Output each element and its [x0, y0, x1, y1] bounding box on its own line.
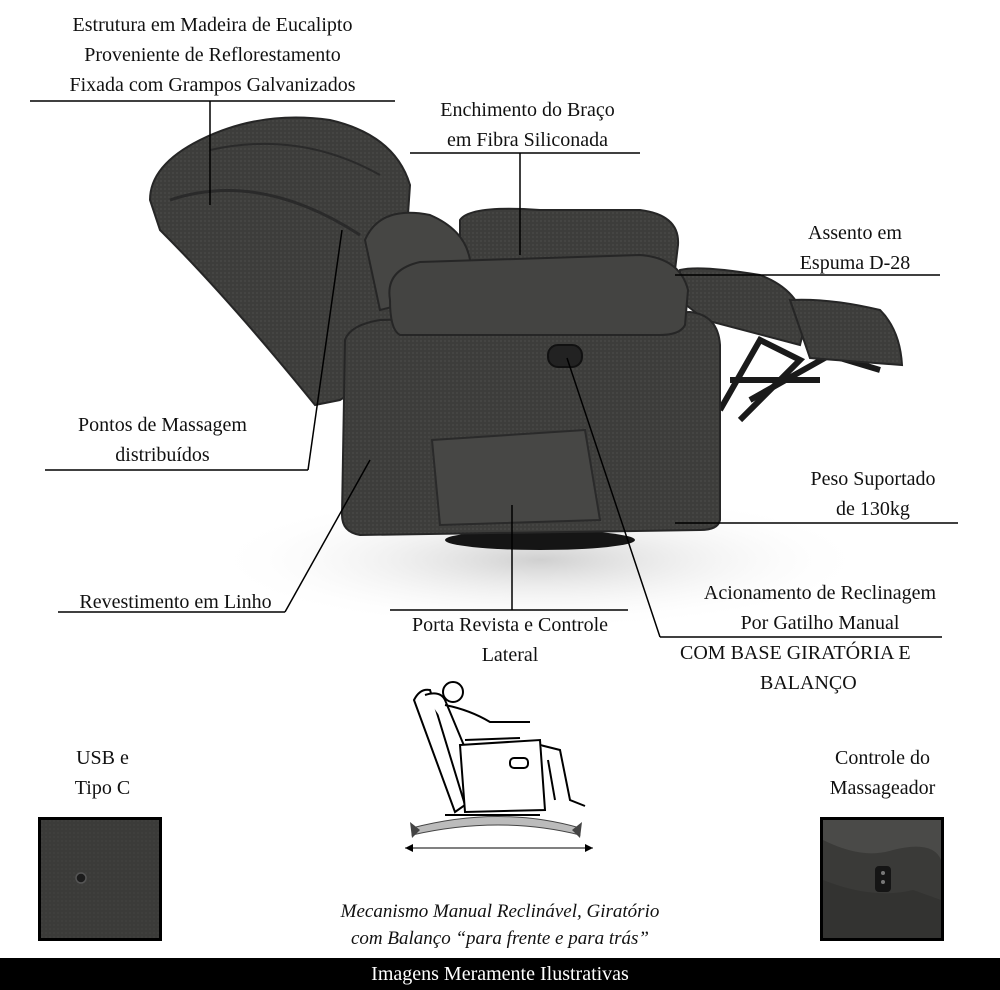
usb-port-thumbnail [38, 817, 162, 941]
rock-arrow-icon [410, 817, 582, 839]
label-mechanism: Mecanismo Manual Reclinável, Giratório com Balanço “para frente e para trás” [340, 901, 660, 949]
footer-banner: Imagens Meramente Ilustrativas [0, 958, 1000, 990]
magazine-pocket [432, 430, 600, 525]
label-recline: Acionamento de Reclinagem Por Gatilho Manual [703, 582, 937, 634]
label-base: COM BASE GIRATÓRIA E BALANÇO [680, 642, 911, 694]
label-arm-fill: Enchimento do Braço em Fibra Siliconada [440, 99, 615, 151]
label-massager: Controle do Massageador [829, 747, 936, 799]
label-structure: Estrutura em Madeira de Eucalipto Proveniente de Reflorestamento Fixada com Grampos Galvanizados [69, 14, 356, 96]
near-armrest [389, 255, 688, 335]
footrest-2 [790, 300, 902, 365]
glider-icon [414, 682, 585, 815]
massager-remote-icon [823, 820, 941, 938]
label-weight: Peso Suportado de 130kg [810, 468, 936, 520]
massager-control-thumbnail [820, 817, 944, 941]
label-massage-points: Pontos de Massagem distribuídos [78, 414, 247, 466]
label-usb: USB e Tipo C [74, 747, 131, 799]
label-linen: Revestimento em Linho [79, 591, 272, 613]
recline-handle [548, 345, 582, 367]
label-magazine: Porta Revista e Controle Lateral [411, 614, 609, 666]
label-seat: Assento em Espuma D-28 [799, 222, 911, 274]
usb-port-icon [41, 820, 159, 938]
